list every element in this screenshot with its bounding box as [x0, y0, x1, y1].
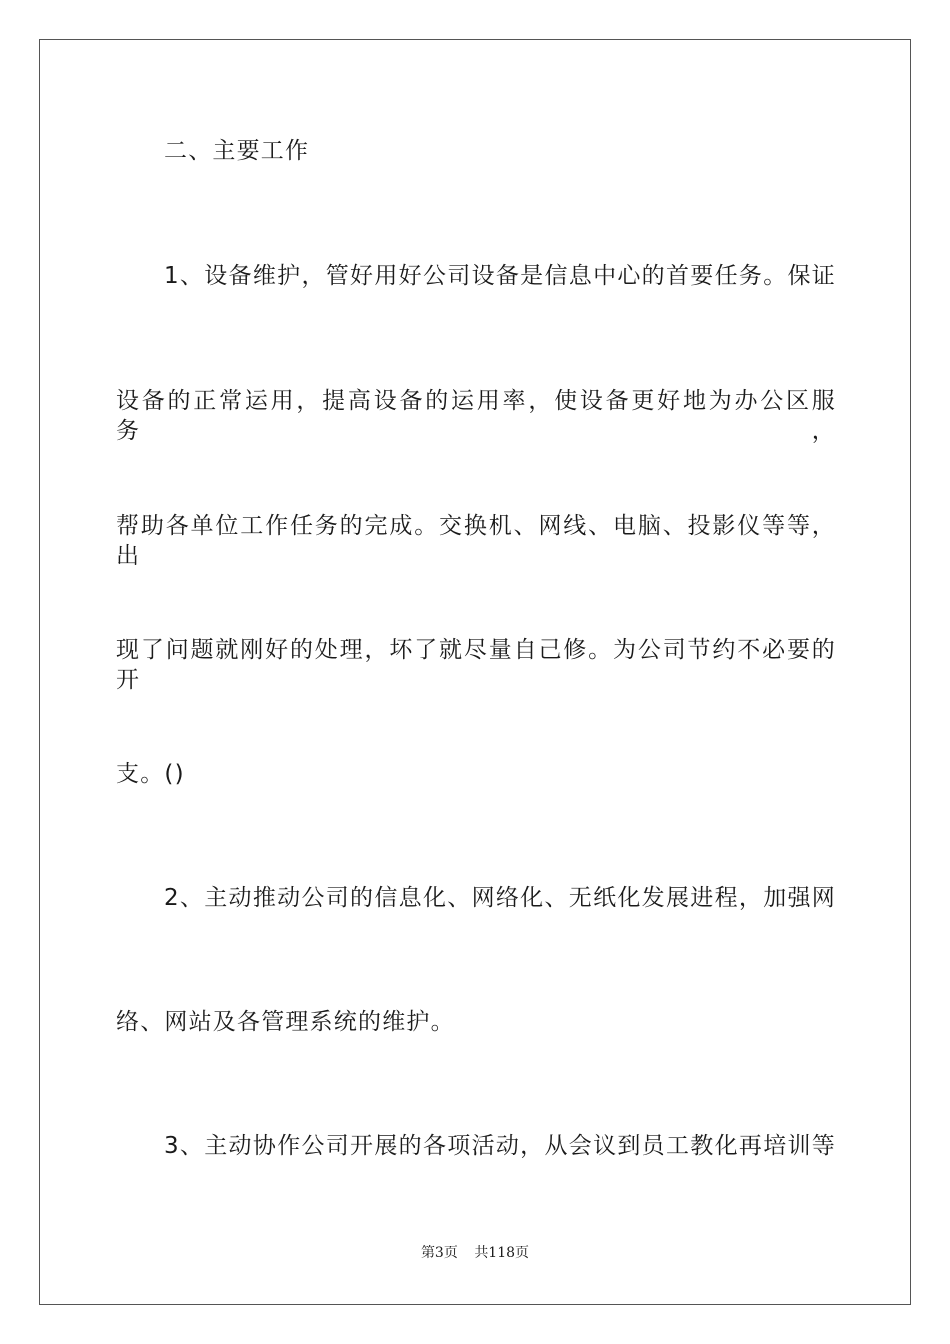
page-footer: [0, 1244, 950, 1262]
paragraph-line: 帮助各单位工作任务的完成。交换机、网线、电脑、投影仪等等，出: [116, 513, 836, 569]
total-pages: 共118页: [474, 1245, 530, 1261]
section-heading: 二、主要工作: [164, 138, 310, 164]
page-number: 第3页: [420, 1245, 458, 1261]
paragraph-line: 2、主动推动公司的信息化、网络化、无纸化发展进程，加强网: [164, 885, 836, 911]
paragraph-line: 络、网站及各管理系统的维护。: [116, 1009, 455, 1035]
paragraph-line: 支。(): [116, 761, 185, 787]
paragraph-line: 现了问题就刚好的处理，坏了就尽量自己修。为公司节约不必要的开: [116, 637, 836, 693]
paragraph-line: 3、主动协作公司开展的各项活动，从会议到员工教化再培训等: [164, 1133, 836, 1159]
paragraph-line: 设备的正常运用，提高设备的运用率，使设备更好地为办公区服务，: [116, 388, 836, 444]
paragraph-line: 1、设备维护，管好用好公司设备是信息中心的首要任务。保证: [164, 263, 836, 289]
